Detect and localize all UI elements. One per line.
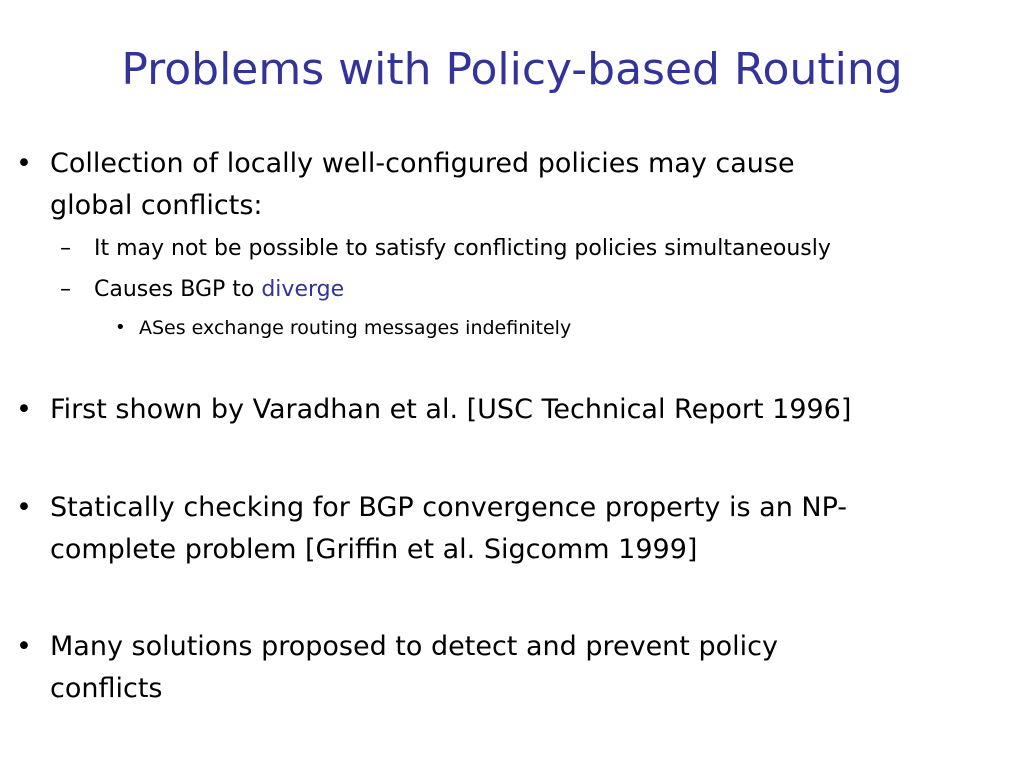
bullet-marker: • (16, 394, 32, 425)
bullet-item-3-line-1: Statically checking for BGP convergence property is an NP- (50, 492, 848, 523)
slide-title: Problems with Policy-based Routing (121, 44, 903, 95)
bullet-item-2-line-1: First shown by Varadhan et al. [USC Technical Report 1996] (50, 394, 852, 425)
bullet-item-4-line-1: Many solutions proposed to detect and prevent policy (50, 631, 778, 662)
sub-sub-bullet-marker: • (115, 317, 126, 338)
sub-sub-item-1-2-1: ASes exchange routing messages indefinitely (139, 317, 572, 339)
sub-item-1-2 (94, 274, 344, 306)
bullet-item-1-line-2: global conflicts: (50, 190, 263, 221)
bullet-item-3-line-2: complete problem [Griffin et al. Sigcomm 1999] (50, 534, 698, 565)
sub-item-1-1: It may not be possible to satisfy conflicting policies simultaneously (94, 236, 831, 261)
highlight-term-diverge: diverge (261, 277, 345, 302)
bullet-marker: • (16, 631, 32, 662)
bullet-item-1-line-1: Collection of locally well-configured policies may cause (50, 148, 795, 179)
sub-bullet-marker: – (60, 277, 71, 302)
bullet-marker: • (16, 492, 32, 523)
bullet-marker: • (16, 148, 32, 179)
sub-item-1-2-prefix: Causes BGP to (94, 277, 262, 302)
bullet-item-4-line-2: conflicts (50, 673, 163, 704)
sub-bullet-marker: – (60, 236, 71, 261)
